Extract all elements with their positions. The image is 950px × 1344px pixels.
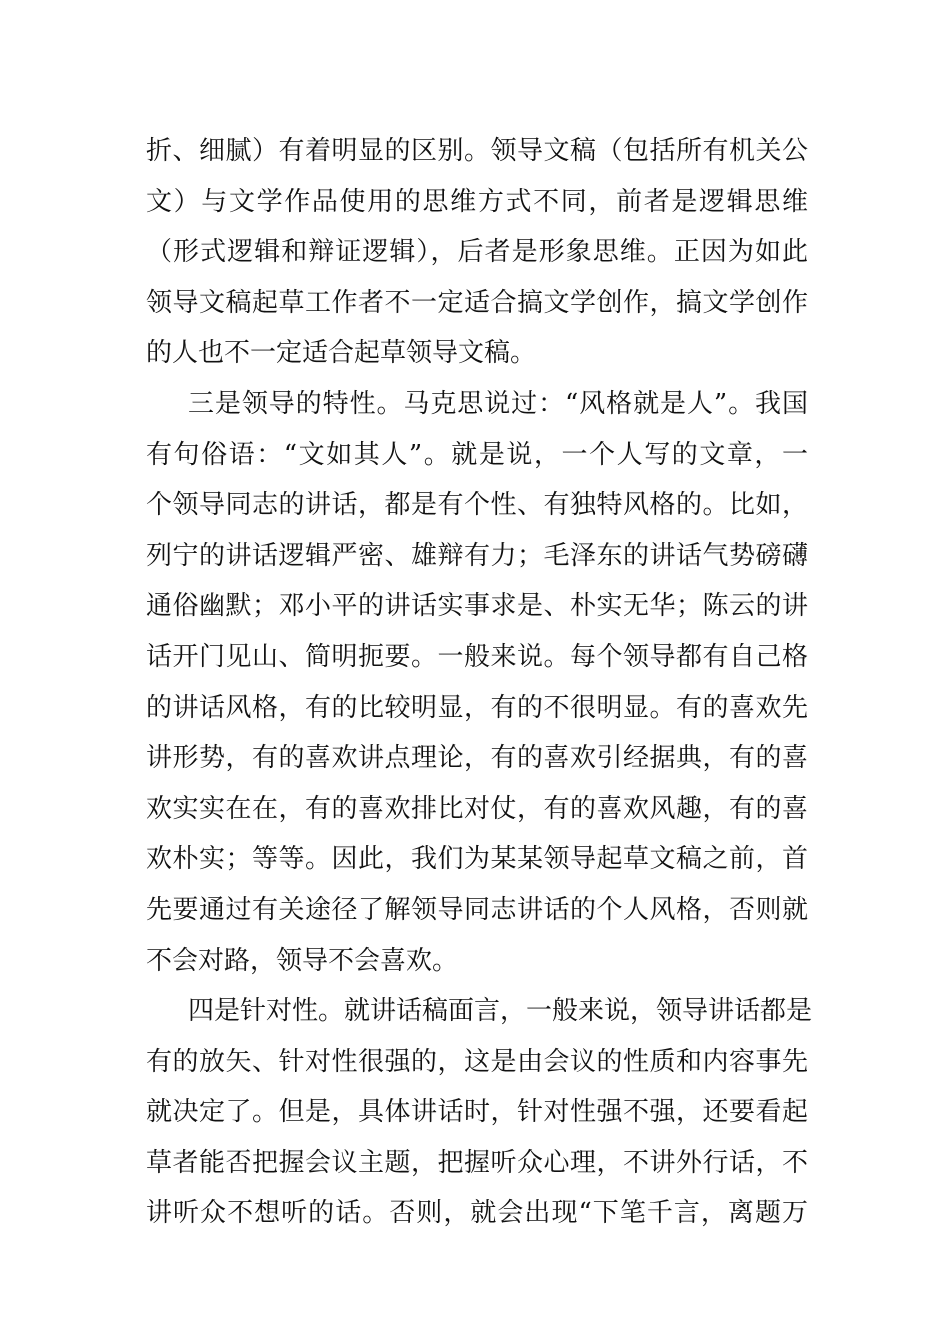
text-line: 话开门见山、简明扼要。一般来说。每个领导都有自己格 [146, 641, 808, 672]
text-line: 的讲话风格，有的比较明显，有的不很明显。有的喜欢先 [146, 692, 808, 723]
text-line: 领导文稿起草工作者不一定适合搞文学创作，搞文学创作 [146, 287, 808, 318]
paragraph-start-line: 四是针对性。就讲话稿面言，一般来说，领导讲话都是 [188, 996, 813, 1027]
paragraph-start-line: 三是领导的特性。马克思说过：“风格就是人”。我国 [188, 388, 808, 419]
text-line: 个领导同志的讲话，都是有个性、有独特风格的。比如， [146, 490, 808, 521]
text-line: 的人也不一定适合起草领导文稿。 [146, 338, 537, 369]
text-line: 通俗幽默；邓小平的讲话实事求是、朴实无华；陈云的讲 [146, 591, 808, 622]
text-line: 文）与文学作品使用的思维方式不同，前者是逻辑思维 [146, 186, 808, 217]
text-line: 欢朴实；等等。因此，我们为某某领导起草文稿之前，首 [146, 844, 808, 875]
text-line: 欢实实在在，有的喜欢排比对仗，有的喜欢风趣，有的喜 [146, 793, 808, 824]
text-line: 有的放矢、针对性很强的，这是由会议的性质和内容事先 [146, 1046, 808, 1077]
text-line: 就决定了。但是，具体讲话时，针对性强不强，还要看起 [146, 1097, 808, 1128]
text-line: 草者能否把握会议主题，把握听众心理，不讲外行话，不 [146, 1147, 808, 1178]
text-line: 先要通过有关途径了解领导同志讲话的个人风格，否则就 [146, 894, 808, 925]
text-line: 讲形势，有的喜欢讲点理论，有的喜欢引经据典，有的喜 [146, 743, 808, 774]
text-line: 列宁的讲话逻辑严密、雄辩有力；毛泽东的讲话气势磅礴 [146, 540, 808, 571]
body-text [146, 126, 813, 1239]
text-line: （形式逻辑和辩证逻辑），后者是形象思维。正因为如此 [146, 237, 808, 268]
text-line: 不会对路，领导不会喜欢。 [146, 945, 459, 976]
text-line: 有句俗语：“文如其人”。就是说，一个人写的文章，一 [146, 439, 808, 470]
text-line: 折、细腻）有着明显的区别。领导文稿（包括所有机关公 [146, 136, 808, 166]
text-line: 讲听众不想听的话。否则，就会出现“下笔千言，离题万 [146, 1198, 808, 1229]
